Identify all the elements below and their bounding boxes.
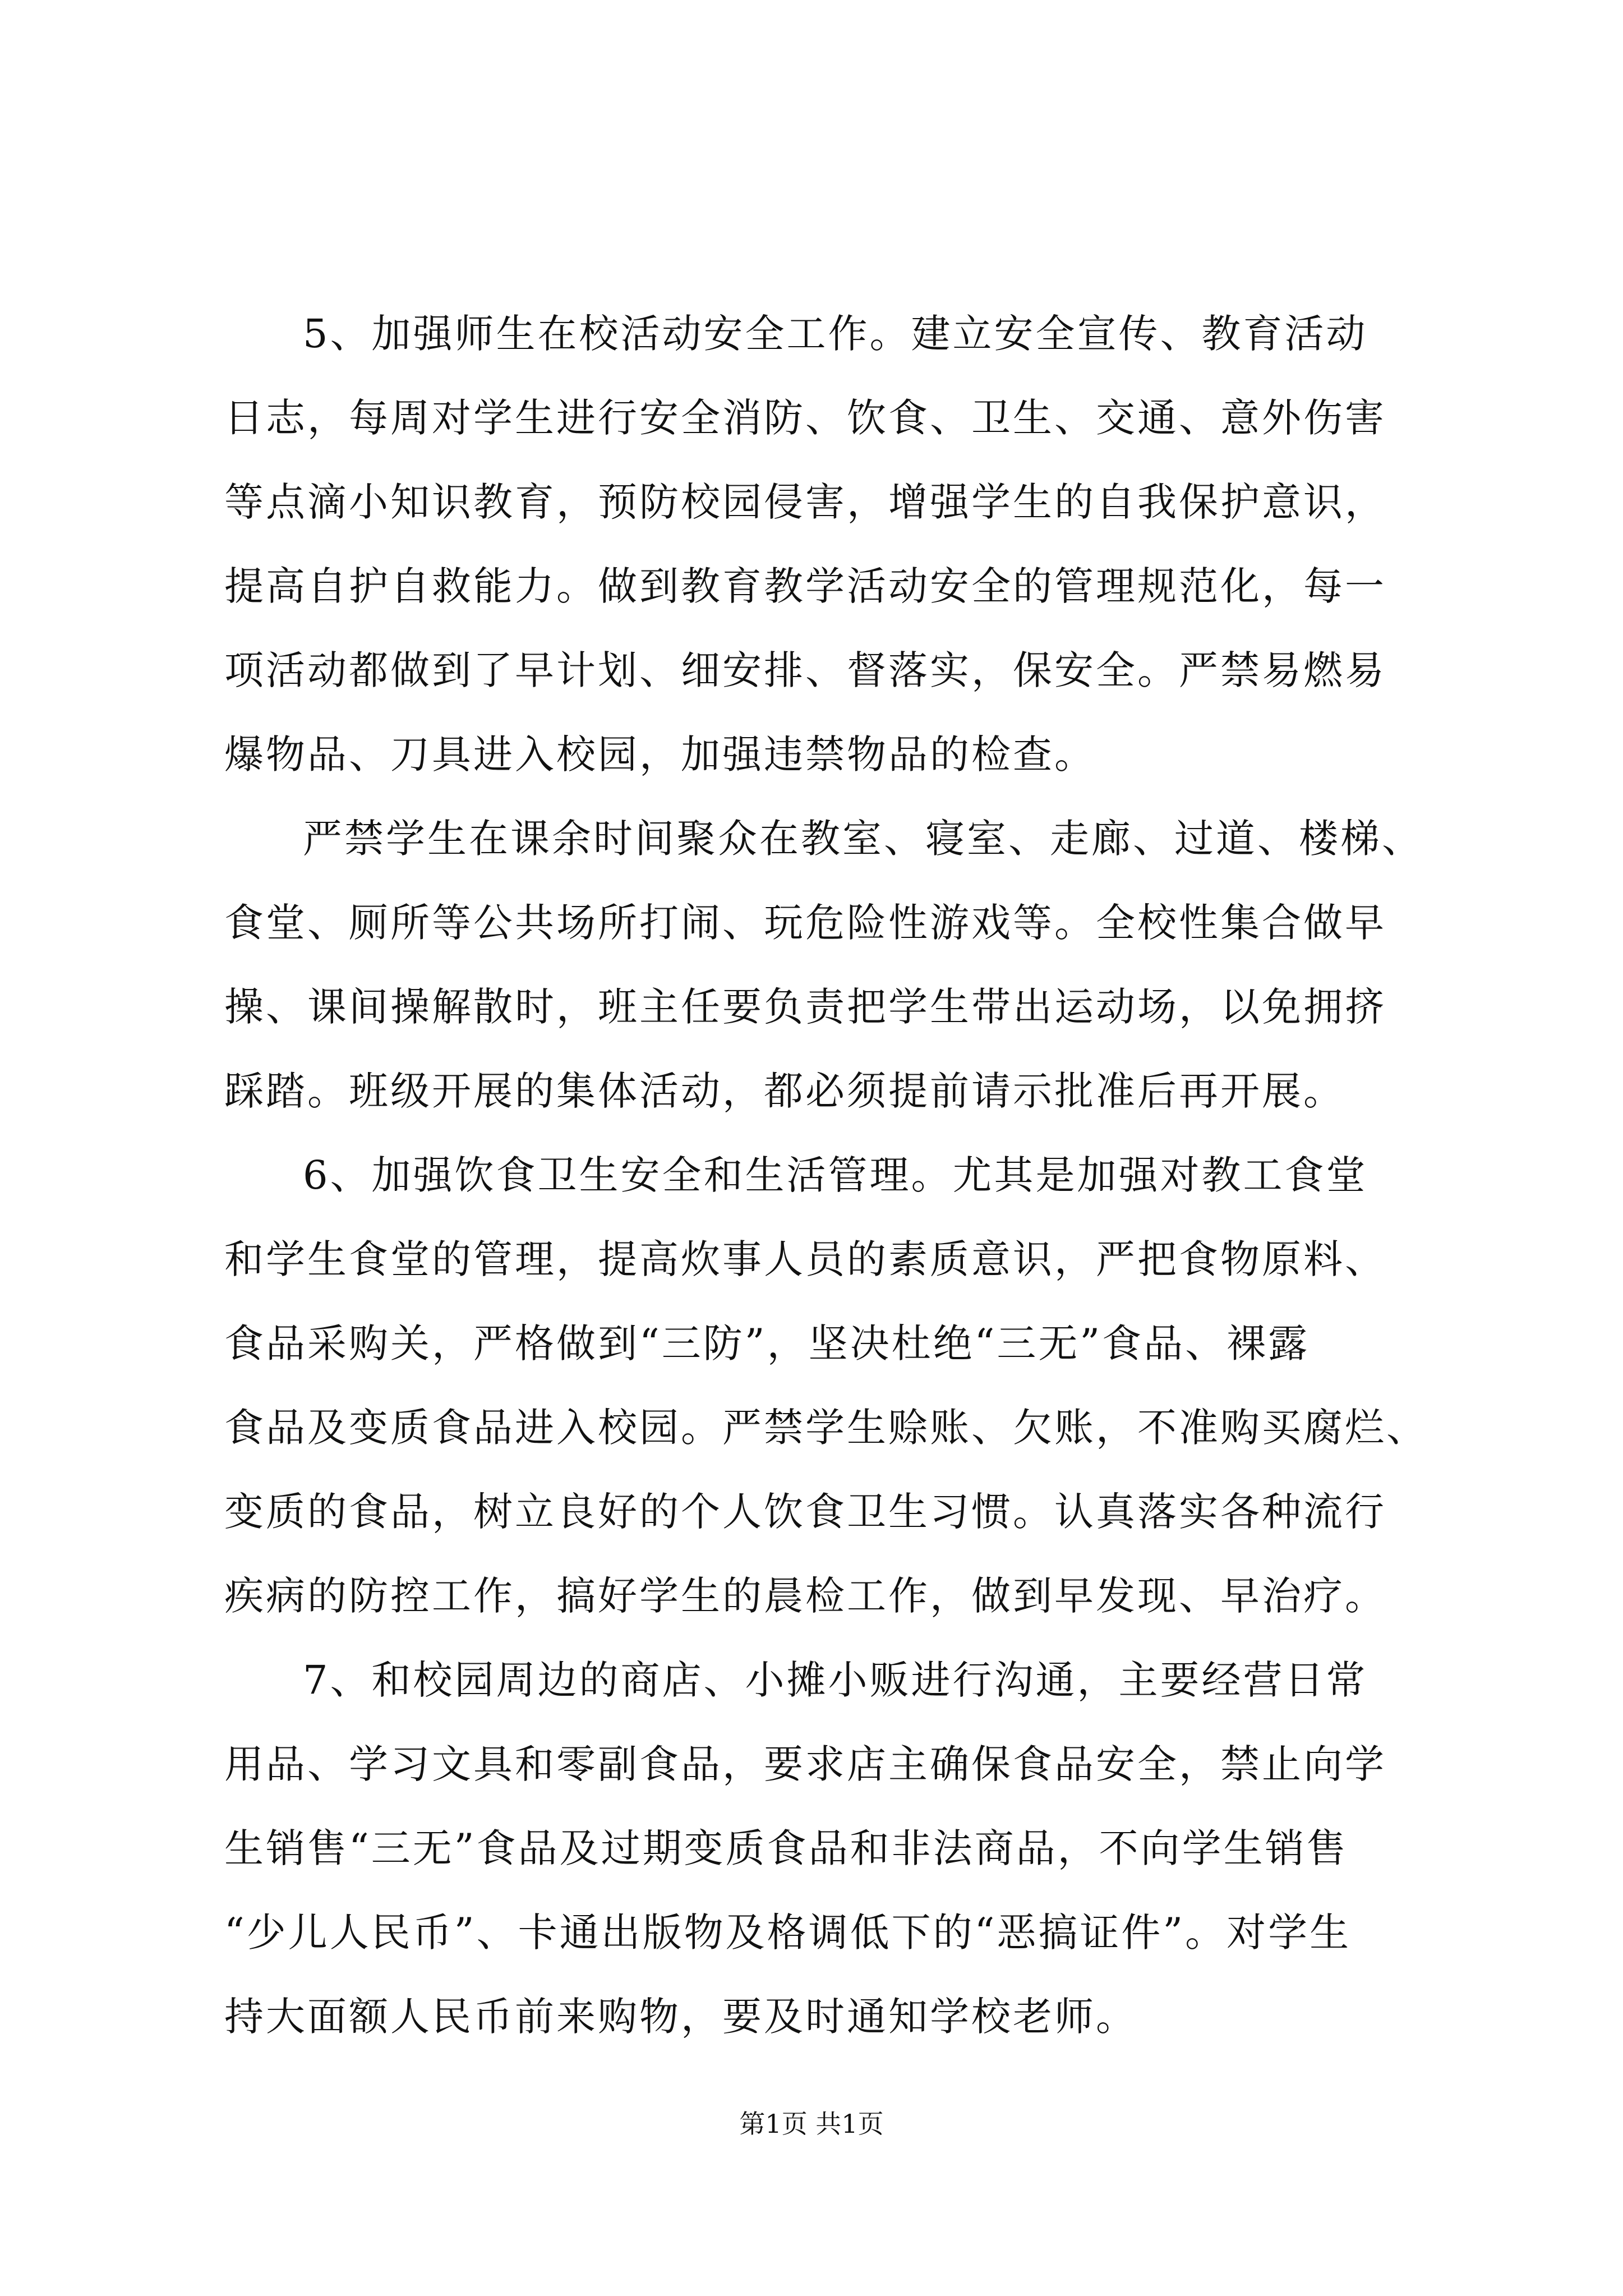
paragraph-line: 5、加强师生在校活动安全工作。建立安全宣传、教育活动 (303, 311, 1368, 357)
paragraph-line: 食堂、厕所等公共场所打闹、玩危险性游戏等。全校性集合做早 (224, 900, 1386, 946)
paragraph-student-conduct (224, 797, 1421, 1133)
paragraph-item-6 (224, 1133, 1428, 1638)
paragraph-line: 爆物品、刀具进入校园，加强违禁物品的检查。 (224, 731, 1096, 777)
paragraph-line: 疾病的防控工作，搞好学生的晨检工作，做到早发现、早治疗。 (224, 1573, 1386, 1619)
page-footer: 第1页 共1页 (739, 2109, 884, 2139)
paragraph-line: 踩踏。班级开展的集体活动，都必须提前请示批准后再开展。 (224, 1068, 1345, 1114)
paragraph-line: “少儿人民币”、卡通出版物及格调低下的“恶搞证件”。对学生 (224, 1910, 1352, 1955)
paragraph-line: 食品采购关，严格做到“三防”，坚决杜绝“三无”食品、裸露 (224, 1320, 1310, 1366)
paragraph-line: 项活动都做到了早计划、细安排、督落实，保安全。严禁易燃易 (224, 647, 1386, 693)
paragraph-line: 提高自护自救能力。做到教育教学活动安全的管理规范化，每一 (224, 563, 1386, 609)
paragraph-line: 和学生食堂的管理，提高炊事人员的素质意识，严把食物原料、 (224, 1236, 1386, 1282)
paragraph-line: 持大面额人民币前来购物，要及时通知学校老师。 (224, 1994, 1137, 2040)
paragraph-line: 严禁学生在课余时间聚众在教室、寝室、走廊、过道、楼梯、 (303, 816, 1423, 862)
paragraph-item-5 (224, 292, 1421, 797)
paragraph-line: 日志，每周对学生进行安全消防、饮食、卫生、交通、意外伤害 (224, 395, 1386, 441)
paragraph-line: 食品及变质食品进入校园。严禁学生赊账、欠账，不准购买腐烂、 (224, 1405, 1428, 1451)
paragraph-line: 7、和校园周边的商店、小摊小贩进行沟通，主要经营日常 (303, 1657, 1368, 1703)
paragraph-line: 生销售“三无”食品及过期变质食品和非法商品，不向学生销售 (224, 1825, 1348, 1871)
paragraph-item-7 (224, 1638, 1421, 2059)
paragraph-line: 等点滴小知识教育，预防校园侵害，增强学生的自我保护意识， (224, 479, 1386, 525)
paragraph-line: 操、课间操解散时，班主任要负责把学生带出运动场，以免拥挤 (224, 984, 1386, 1030)
paragraph-line: 6、加强饮食卫生安全和生活管理。尤其是加强对教工食堂 (303, 1152, 1368, 1198)
document-body (224, 292, 1428, 2059)
paragraph-line: 变质的食品，树立良好的个人饮食卫生习惯。认真落实各种流行 (224, 1489, 1386, 1535)
paragraph-line: 用品、学习文具和零副食品，要求店主确保食品安全，禁止向学 (224, 1741, 1386, 1787)
